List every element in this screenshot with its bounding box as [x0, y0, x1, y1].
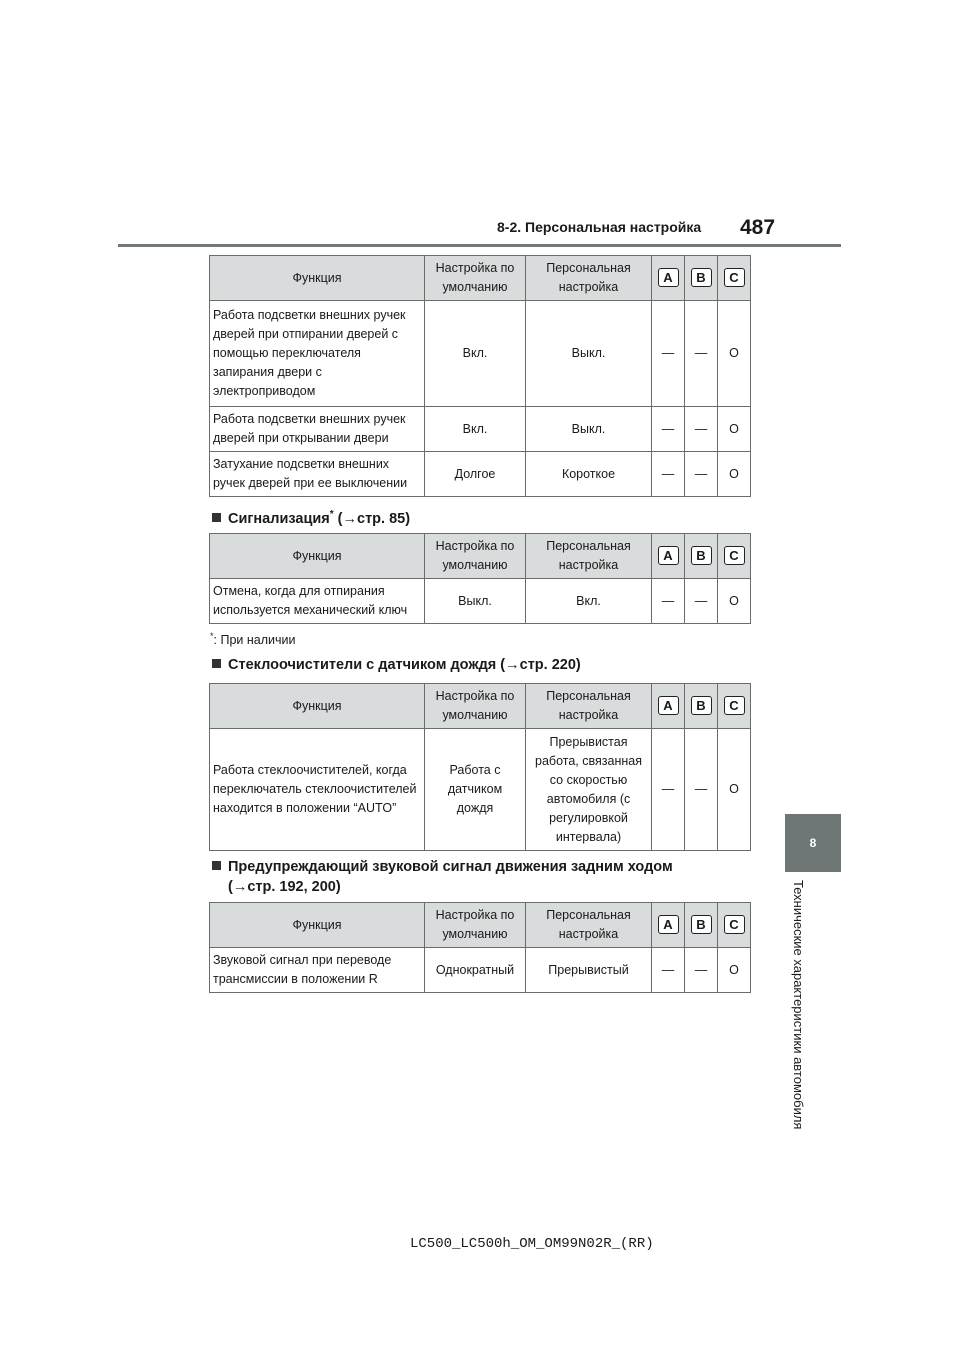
- cell-c: O: [718, 301, 751, 407]
- cell-b: —: [685, 948, 718, 993]
- label-c: C: [724, 915, 745, 934]
- table-rain-sensor: [209, 683, 751, 851]
- footnote: *: При наличии: [210, 631, 296, 648]
- square-bullet-icon: [212, 659, 221, 668]
- cell-function: Звуковой сигнал при переводе трансмиссии в положении R: [210, 948, 425, 993]
- square-bullet-icon: [212, 861, 221, 870]
- table-row: [210, 301, 751, 407]
- col-header-function: Функция: [210, 256, 425, 301]
- table-row: [210, 452, 751, 497]
- chapter-tab: [785, 814, 841, 872]
- cell-default: Работа с датчиком дождя: [425, 729, 526, 851]
- cell-b: —: [685, 452, 718, 497]
- cell-a: —: [652, 301, 685, 407]
- label-b: B: [691, 915, 712, 934]
- col-header-function: Функция: [210, 903, 425, 948]
- cell-default: Вкл.: [425, 301, 526, 407]
- cell-default: Вкл.: [425, 407, 526, 452]
- label-b: B: [691, 696, 712, 715]
- cell-function: Работа подсветки внешних ручек дверей при открывании двери: [210, 407, 425, 452]
- label-a: A: [658, 546, 679, 565]
- cell-personal: Прерывистая работа, связанная со скоростью автомобиля (с регулировкой интервала): [526, 729, 652, 851]
- col-header-function: Функция: [210, 534, 425, 579]
- label-c: C: [724, 546, 745, 565]
- cell-b: —: [685, 407, 718, 452]
- cell-personal: Короткое: [526, 452, 652, 497]
- cell-a: —: [652, 579, 685, 624]
- cell-default: Долгое: [425, 452, 526, 497]
- col-header-personal: Персональная настройка: [526, 534, 652, 579]
- label-a: A: [658, 268, 679, 287]
- cell-a: —: [652, 407, 685, 452]
- header-rule: [118, 244, 841, 247]
- cell-b: —: [685, 729, 718, 851]
- table-alarm: [209, 533, 751, 624]
- col-header-default: Настройка по умолчанию: [425, 903, 526, 948]
- cell-c: O: [718, 452, 751, 497]
- col-header-personal: Персональная настройка: [526, 903, 652, 948]
- col-header-default: Настройка по умолчанию: [425, 256, 526, 301]
- cell-a: —: [652, 948, 685, 993]
- cell-personal: Выкл.: [526, 301, 652, 407]
- col-header-default: Настройка по умолчанию: [425, 534, 526, 579]
- chapter-title: Технические характеристики автомобиля: [791, 880, 806, 1130]
- cell-a: —: [652, 452, 685, 497]
- cell-personal: Прерывистый: [526, 948, 652, 993]
- table-row: [210, 948, 751, 993]
- cell-personal: Вкл.: [526, 579, 652, 624]
- table-reverse-buzzer: [209, 902, 751, 993]
- col-header-personal: Персональная настройка: [526, 256, 652, 301]
- label-b: B: [691, 546, 712, 565]
- label-a: A: [658, 915, 679, 934]
- footer-doc-code: LC500_LC500h_OM_OM99N02R_(RR): [410, 1236, 654, 1252]
- label-b: B: [691, 268, 712, 287]
- col-header-default: Настройка по умолчанию: [425, 684, 526, 729]
- label-c: C: [724, 268, 745, 287]
- cell-default: Однократный: [425, 948, 526, 993]
- section-title-reverse-buzzer: Предупреждающий звуковой сигнал движения задним ходом (→стр. 192, 200): [212, 857, 673, 897]
- cell-b: —: [685, 301, 718, 407]
- page-number: 487: [740, 216, 776, 239]
- cell-function: Отмена, когда для отпирания используется механический ключ: [210, 579, 425, 624]
- label-c: C: [724, 696, 745, 715]
- table-exterior-handle-lights: [209, 255, 751, 497]
- cell-function: Затухание подсветки внешних ручек дверей при ее выключении: [210, 452, 425, 497]
- cell-personal: Выкл.: [526, 407, 652, 452]
- label-a: A: [658, 696, 679, 715]
- cell-function: Работа подсветки внешних ручек дверей при отпирании дверей с помощью переключателя запирания двери с электроприводом: [210, 301, 425, 407]
- cell-b: —: [685, 579, 718, 624]
- cell-a: —: [652, 729, 685, 851]
- cell-c: O: [718, 579, 751, 624]
- square-bullet-icon: [212, 513, 221, 522]
- cell-function: Работа стеклоочистителей, когда переключатель стеклоочистителей находится в положении “AUTO”: [210, 729, 425, 851]
- section-title-alarm: Сигнализация* (→стр. 85): [212, 505, 410, 529]
- section-title-rain-sensor: Стеклоочистители с датчиком дождя (→стр. 220): [212, 655, 581, 675]
- cell-c: O: [718, 729, 751, 851]
- table-row: [210, 579, 751, 624]
- chapter-number: 8: [809, 836, 817, 850]
- cell-c: O: [718, 407, 751, 452]
- cell-default: Выкл.: [425, 579, 526, 624]
- col-header-function: Функция: [210, 684, 425, 729]
- table-row: [210, 729, 751, 851]
- header-section-title: 8-2. Персональная настройка: [497, 219, 702, 235]
- col-header-personal: Персональная настройка: [526, 684, 652, 729]
- cell-c: O: [718, 948, 751, 993]
- table-row: [210, 407, 751, 452]
